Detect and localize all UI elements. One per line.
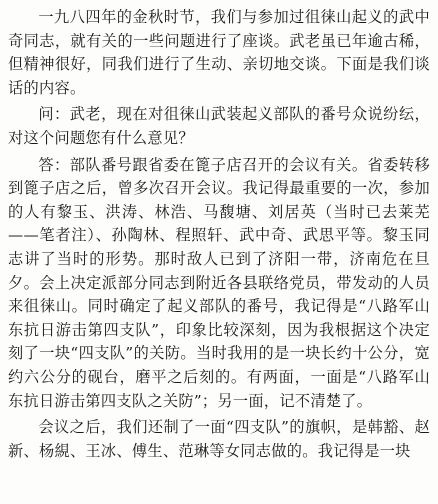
followup-paragraph: 会议之后，我们还制了一面“四支队”的旗帜，是韩豁、赵新、杨絸、王冰、傅生、范琳等女同志做的。我记得是一块: [8, 418, 430, 460]
answer-paragraph: 答：部队番号跟省委在篦子店召开的会议有关。省委转移到篦子店之后，曾多次召开会议。我记得最重要的一次，参加的人有黎玉、洪涛、林浩、马馥塘、刘居英（当时已去莱芜——笔者注）、孙陶林、程照轩、武中奇、武思平等。黎玉同志讲了当时的形势。那时敌人已到了济阳一带，济南危在旦夕。会上决定派部分同志到附近各县联络党员，带发动的人员来徂徕山。同时确定了起义部队的番号，我记得是“八路军山东抗日游击第四支队”，印象比较深刻，因为我根据这个决定刻了一块“四支队”的关防。当时我用的是一块长约十公分，宽约六公分的砚台，磨平之后刻的。有两面，一面是“八路军山东抗日游击第四支队之关防”；另一面，记不清楚了。: [8, 155, 430, 410]
question-paragraph: 问：武老，现在对徂徕山武装起义部队的番号众说纷纭，对这个问题您有什么意见？: [8, 105, 430, 147]
intro-paragraph: 一九八四年的金秋时节，我们与参加过徂徕山起义的武中奇同志，就有关的一些问题进行了座谈。武老虽已年逾古稀，但精神很好，同我们进行了生动、亲切地交谈。下面是我们谈话的内容。: [8, 8, 430, 97]
